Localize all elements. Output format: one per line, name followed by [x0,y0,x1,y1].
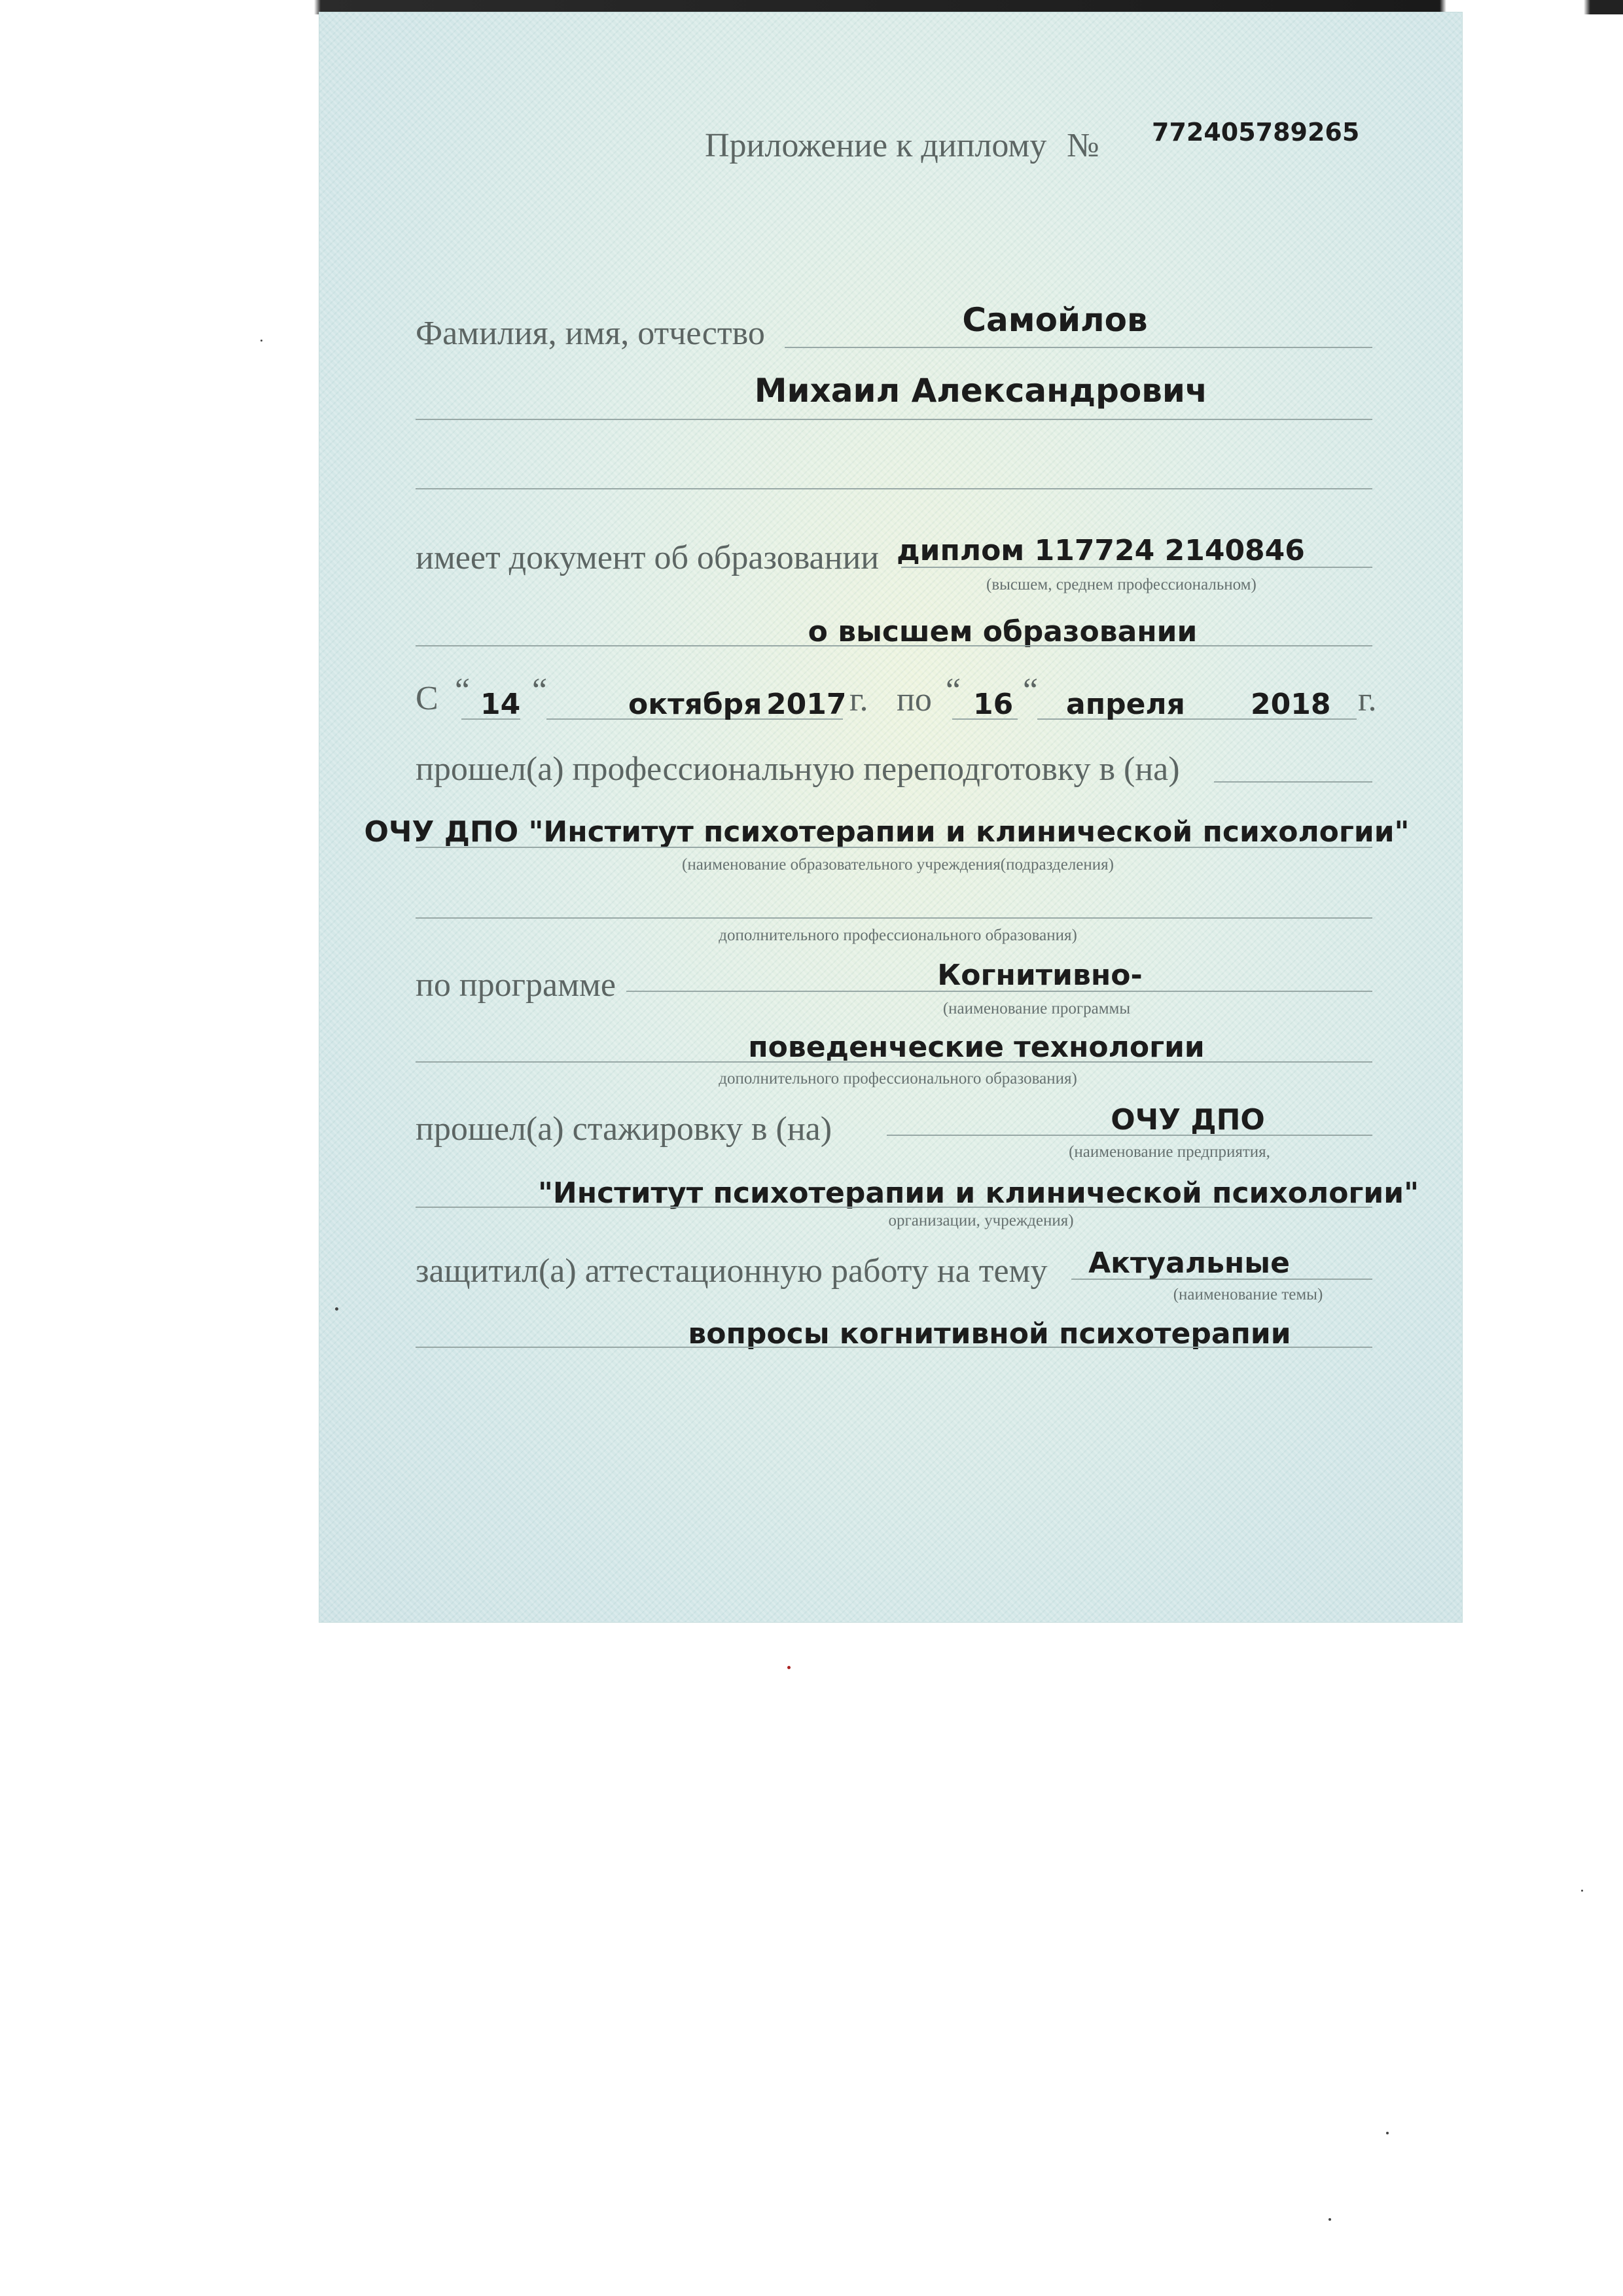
from-month: октября [628,688,762,721]
retraining-line-1 [1214,781,1372,783]
quote-open-1: “ [455,672,471,709]
retraining-hint-1: (наименование образовательного учреждения(подразделения) [682,856,1114,874]
scan-speck [1329,2218,1331,2221]
education-label: имеет документ об образовании [416,539,880,576]
retraining-line-3 [416,917,1372,919]
period-to-prefix: по [897,681,932,718]
supplement-title: Приложение к диплому [705,127,1047,164]
diploma-supplement-sheet [319,12,1463,1623]
program-hint-2: дополнительного профессионального образования) [719,1070,1077,1087]
fio-line-2 [416,419,1372,420]
internship-hint-1: (наименование предприятия, [1069,1143,1270,1161]
thesis-topic-2: вопросы когнитивной психотерапии [688,1317,1291,1351]
fio-label: Фамилия, имя, отчество [416,315,765,352]
year-suffix-1: г. [849,681,868,718]
program-name-2: поведенческие технологии [748,1031,1205,1064]
period-from-prefix: С [416,680,438,717]
scan-speck [1386,2132,1389,2134]
retraining-institution: ОЧУ ДПО "Институт психотерапии и клинической психологии" [364,815,1410,849]
program-line-2 [416,1061,1372,1063]
education-level-line [416,645,1372,646]
education-level: о высшем образовании [808,615,1198,648]
program-hint-1: (наименование программы [942,1000,1131,1017]
fio-name-patronymic: Михаил Александрович [754,372,1208,410]
thesis-line-2 [416,1347,1372,1348]
diploma-number: 772405789265 [1152,118,1360,147]
from-day: 14 [480,688,521,721]
from-year: 2017 [766,688,847,721]
number-sign: № [1067,127,1099,164]
retraining-line-2 [416,847,1372,848]
quote-close-2: “ [1023,672,1039,709]
to-month: апреля [1066,688,1185,721]
internship-org-1: ОЧУ ДПО [1111,1103,1265,1137]
scan-speck [1581,1890,1583,1892]
fio-line-3 [416,488,1372,489]
fio-surname: Самойлов [962,301,1148,339]
to-year: 2018 [1251,688,1331,721]
to-day: 16 [973,688,1014,721]
thesis-hint-1: (наименование темы) [1173,1286,1323,1303]
retraining-label: прошел(а) профессиональную переподготовку в (на) [416,751,1180,788]
year-suffix-2: г. [1358,681,1377,718]
internship-label: прошел(а) стажировку в (на) [416,1110,832,1148]
internship-hint-2: организации, учреждения) [888,1212,1074,1229]
retraining-hint-2: дополнительного профессионального образования) [719,927,1077,944]
program-label: по программе [416,966,616,1004]
education-document: диплом 117724 2140846 [897,534,1305,567]
quote-close-1: “ [532,672,548,709]
program-name-1: Когнитивно- [937,959,1143,992]
thesis-topic-1: Актуальные [1088,1246,1290,1280]
scan-speck [260,340,262,342]
internship-line-2 [416,1207,1372,1208]
scan-speck [335,1307,338,1311]
internship-org-2: "Институт психотерапии и клинической психологии" [537,1176,1419,1210]
scan-speck [787,1666,791,1669]
education-hint: (высшем, среднем профессиональном) [986,576,1257,593]
thesis-label: защитил(а) аттестационную работу на тему [416,1252,1048,1290]
quote-open-2: “ [946,672,961,709]
fio-line-1 [785,347,1372,348]
